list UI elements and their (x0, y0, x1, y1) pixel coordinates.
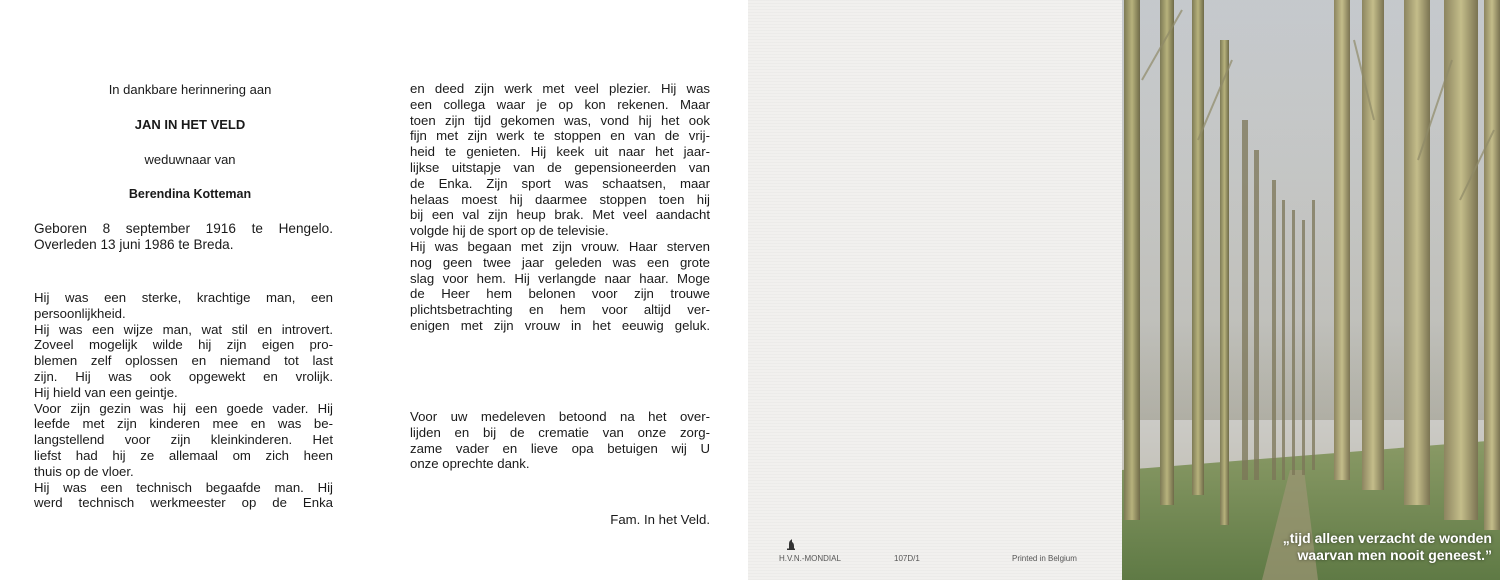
thanks-text (410, 409, 710, 472)
left-card-panel (0, 0, 380, 580)
text-line: Voor zijn gezin was hij een goede vader. Hij (34, 400, 333, 416)
text-line: enigen met zijn vrouw in het eeuwig geluk. (410, 317, 710, 333)
text-line: nog geen twee jaar geleden was een grote (410, 254, 710, 270)
printed-in: Printed in Belgium (1012, 554, 1077, 563)
birth-death-block (34, 221, 333, 253)
publisher-name: H.V.N.-MONDIAL (779, 554, 841, 563)
text-line: Hij hield van een geintje. (34, 384, 178, 400)
text-line: Voor uw medeleven betoond na het over- (410, 409, 710, 424)
text-line: zame vader en lieve opa betuigen wij U (410, 440, 710, 456)
text-line: plichtsbetrachting en hem voor altijd ver- (410, 302, 710, 318)
text-line: thuis op de vloer. (34, 463, 134, 479)
tree-avenue-image (1122, 0, 1500, 580)
text-line: helaas moest hij daarmee stoppen toen hij (410, 191, 710, 207)
spouse-name: Berendina Kotteman (128, 187, 252, 201)
text-line: langstellend voor zijn kleinkinderen. Het (34, 432, 333, 448)
text-line: lijden en bij de crematie van onze zorg- (410, 424, 710, 440)
text-line: volgde hij de sport op de televisie. (410, 223, 609, 239)
text-line: Hij was een wijze man, wat stil en introvert. (34, 321, 333, 337)
text-line: Hij was begaan met zijn vrouw. Haar sterven (410, 238, 710, 254)
text-line: zijn. Hij was ook opgewekt en vrolijk. (34, 368, 333, 384)
text-line: liefst had hij ze allemaal om zich heen (34, 447, 333, 463)
text-line: blemen zelf oplossen en niemand tot last (34, 353, 333, 369)
born-line: Geboren 8 september 1916 te Hengelo. (34, 221, 333, 236)
text-line: slag voor hem. Hij verlangde naar haar. Moge (410, 270, 710, 286)
deceased-name: JAN IN HET VELD (134, 117, 246, 132)
text-line: persoonlijkheid. (34, 305, 126, 321)
publisher-logo-icon (786, 538, 796, 550)
text-line: Zoveel mogelijk wilde hij zijn eigen pro- (34, 337, 333, 353)
text-line: de Heer hem belonen voor zijn trouwe (410, 286, 710, 302)
middle-card-panel (380, 0, 748, 580)
text-line: bij een val zijn heup brak. Met veel aandacht (410, 207, 710, 223)
text-line: onze oprechte dank. (410, 456, 530, 472)
middle-body-text (410, 81, 710, 334)
text-line: Hij was een sterke, krachtige man, een (34, 290, 333, 305)
text-line: werd technisch werkmeester op de Enka (34, 495, 333, 511)
text-line: heid te genieten. Hij keek uit naar het jaar- (410, 144, 710, 160)
text-line: en deed zijn werk met veel plezier. Hij was (410, 81, 710, 96)
memorial-quote (1122, 530, 1492, 564)
text-line: leefde met zijn kinderen mee en was be- (34, 416, 333, 432)
text-line: lijkse uitstapje van de gepensioneerden van (410, 159, 710, 175)
card-code: 107D/1 (894, 554, 920, 563)
text-line: een collega waar je op kon rekenen. Maar (410, 96, 710, 112)
text-line: fijn met zijn werk te stoppen en van de vrij- (410, 128, 710, 144)
relation-text: weduwnaar van (144, 152, 236, 167)
intro-text: In dankbare herinnering aan (108, 82, 272, 97)
tree-avenue-photo (1122, 0, 1500, 580)
text-line: Hij was een technisch begaafde man. Hij (34, 479, 333, 495)
text-line: de Enka. Zijn sport was schaatsen, maar (410, 175, 710, 191)
quote-line-2: waarvan men nooit geneest.” (1297, 547, 1492, 563)
quote-line-1: „tijd alleen verzacht de wonden (1282, 530, 1492, 546)
back-card-panel (748, 0, 1122, 580)
left-body-text (34, 290, 333, 511)
signature: Fam. In het Veld. (610, 512, 710, 527)
text-line: toen zijn tijd gekomen was, vond hij het ook (410, 112, 710, 128)
died-line: Overleden 13 juni 1986 te Breda. (34, 237, 234, 252)
